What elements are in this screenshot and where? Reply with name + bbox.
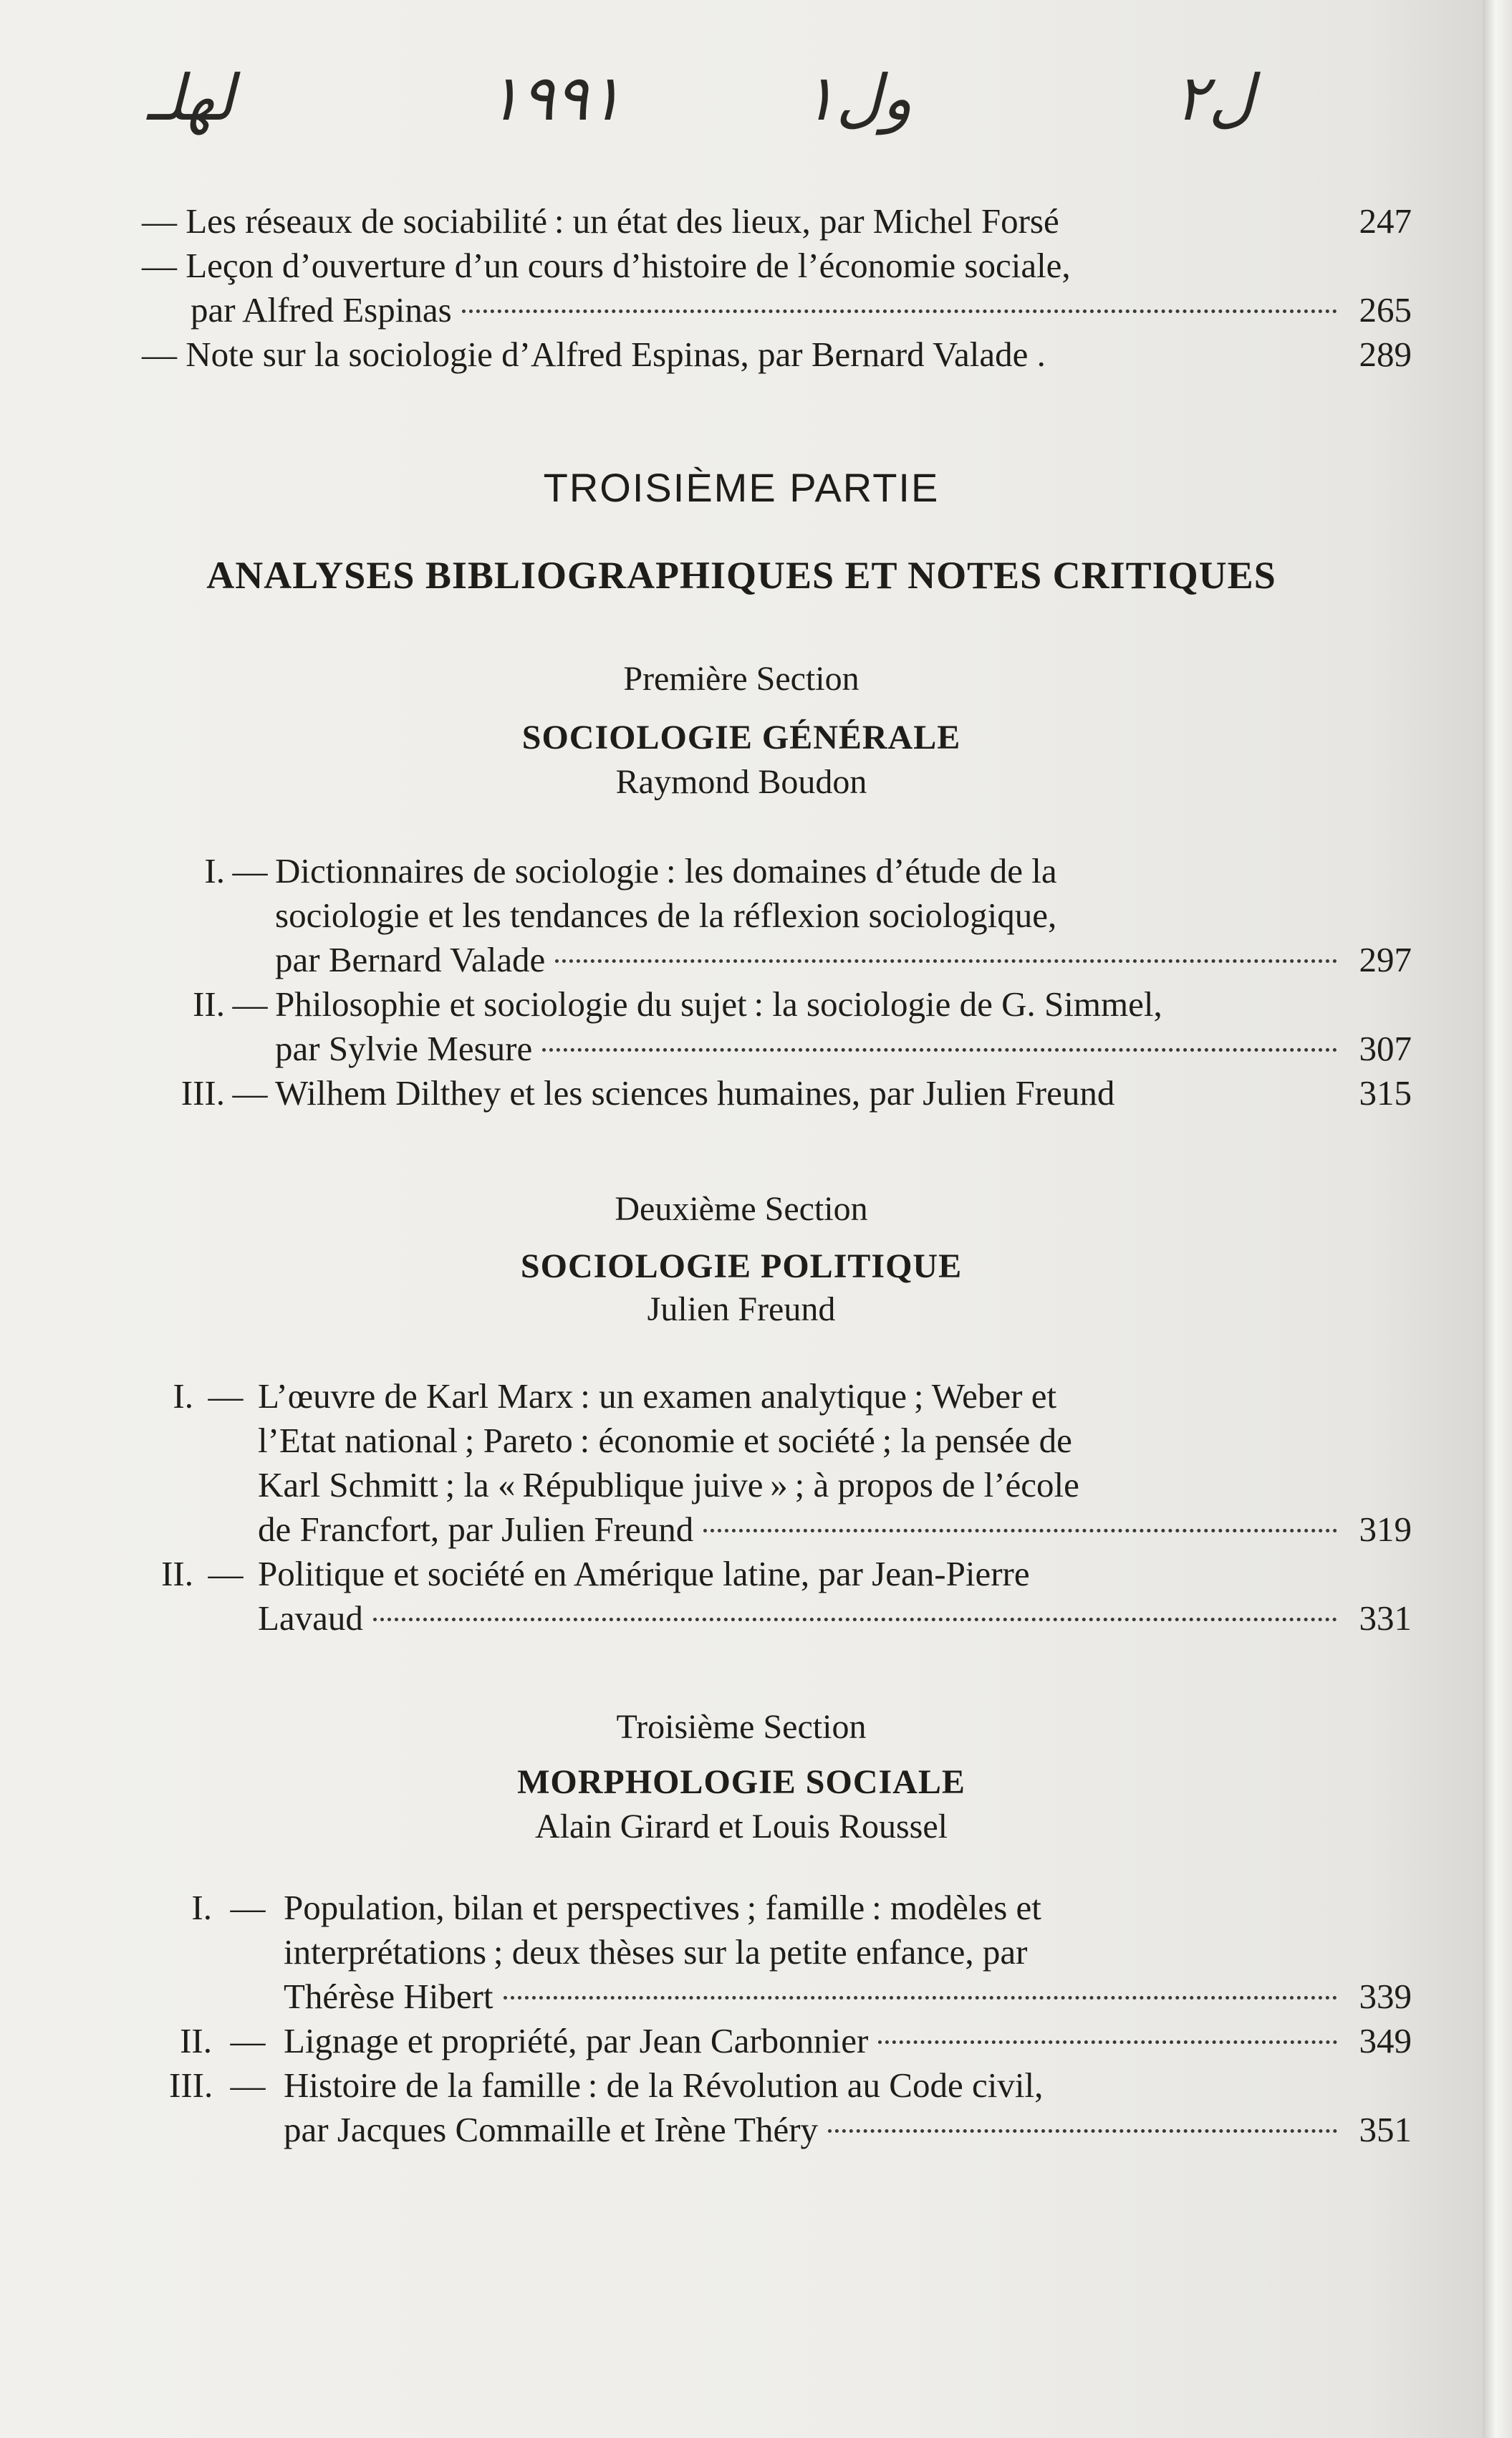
entry-text: Philosophie et sociologie du sujet : la sociologie de G. Simmel, <box>275 984 1162 1024</box>
entry-text: Dictionnaires de sociologie : les domaines d’étude de la <box>275 851 1057 891</box>
entry-text: — Note sur la sociologie d’Alfred Espinas, par Bernard Valade . <box>142 335 1046 374</box>
entry-numeral: I. <box>173 1376 193 1416</box>
entry-dash: — <box>230 2065 266 2105</box>
part-subtitle: ANALYSES BIBLIOGRAPHIQUES ET NOTES CRITIQUES <box>206 554 1276 597</box>
entry-text: Histoire de la famille : de la Révolution au Code civil, <box>284 2065 1044 2105</box>
toc-line <box>165 1071 1412 1115</box>
entry-dash: — <box>230 1888 266 1927</box>
dot-leader <box>878 2012 1337 2044</box>
entry-dash: — <box>232 984 268 1024</box>
toc-line <box>191 288 1412 332</box>
entry-numeral: I. <box>191 1888 212 1927</box>
section-title: MORPHOLOGIE SOCIALE <box>517 1763 966 1801</box>
page-number: 351 <box>1359 2110 1412 2149</box>
entry-text: par Jacques Commaille et Irène Théry <box>284 2110 819 2149</box>
page-number: 265 <box>1359 290 1412 330</box>
dot-leader <box>462 281 1337 313</box>
handwritten-mark-3: ول١ <box>802 61 913 135</box>
section-title: SOCIOLOGIE GÉNÉRALE <box>521 719 961 757</box>
entry-text: par Bernard Valade <box>275 940 546 979</box>
section-label: Troisième Section <box>616 1708 867 1746</box>
section-entries <box>0 849 1483 1115</box>
entry-text: Wilhem Dilthey et les sciences humaines, par Julien Freund <box>275 1073 1115 1113</box>
entry-dash: — <box>232 1073 268 1113</box>
toc-line <box>258 1596 1412 1641</box>
section-label: Deuxième Section <box>615 1190 868 1228</box>
entry-text: Karl Schmitt ; la « République juive » ; à propos de l’école <box>258 1465 1079 1504</box>
entry-text: Lavaud <box>258 1598 363 1638</box>
entry-text: par Sylvie Mesure <box>275 1029 533 1068</box>
page-number: 247 <box>1359 201 1412 241</box>
entry-text: L’œuvre de Karl Marx : un examen analytique ; Weber et <box>258 1376 1057 1416</box>
toc-line <box>275 1027 1412 1071</box>
page-number: 339 <box>1359 1977 1412 2016</box>
handwritten-mark-1: لهلـ <box>147 61 235 135</box>
entry-numeral: II. <box>161 1554 193 1593</box>
handwritten-mark-2: ١٩٩١ <box>487 61 623 135</box>
entry-text: de Francfort, par Julien Freund <box>258 1510 694 1549</box>
entry-text: sociologie et les tendances de la réflexion sociologique, <box>275 896 1057 935</box>
toc-line <box>169 2019 1412 2063</box>
entry-text: Population, bilan et perspectives ; famille : modèles et <box>284 1888 1041 1927</box>
entry-numeral: I. <box>204 851 225 891</box>
toc-line <box>165 849 1412 893</box>
entry-text: par Alfred Espinas <box>191 290 452 330</box>
entry-numeral: II. <box>193 984 225 1024</box>
entry-text: interprétations ; deux thèses sur la petite enfance, par <box>284 1932 1028 1972</box>
entry-numeral: II. <box>180 2021 212 2060</box>
page-number: 297 <box>1359 940 1412 979</box>
dot-leader <box>504 1967 1338 2000</box>
page-number: 319 <box>1359 1510 1412 1549</box>
toc-line <box>258 1419 1412 1463</box>
entry-text: Politique et société en Amérique latine, par Jean-Pierre <box>258 1554 1030 1593</box>
toc-line <box>258 1507 1412 1552</box>
dot-leader <box>542 1019 1337 1052</box>
page-number: 331 <box>1359 1598 1412 1638</box>
entry-text: Thérèse Hibert <box>284 1977 493 2016</box>
page-number: 289 <box>1359 335 1412 374</box>
toc-line <box>284 2108 1412 2152</box>
entry-dash: — <box>208 1554 244 1593</box>
entry-text: Lignage et propriété, par Jean Carbonnier <box>284 2021 869 2060</box>
page-number: 349 <box>1359 2021 1412 2060</box>
toc-line <box>142 199 1412 244</box>
section-editor: Julien Freund <box>647 1290 836 1328</box>
toc-line <box>142 332 1412 377</box>
toc-line <box>169 1886 1412 1930</box>
page-edge <box>1483 0 1512 2438</box>
section-editor: Alain Girard et Louis Roussel <box>535 1808 948 1846</box>
dot-leader <box>373 1589 1337 1621</box>
entry-dash: — <box>232 851 268 891</box>
section-editor: Raymond Boudon <box>615 763 867 801</box>
toc-line <box>275 938 1412 982</box>
entry-numeral: III. <box>169 2065 213 2105</box>
dot-leader <box>828 2101 1337 2133</box>
intro-entries <box>0 199 1483 377</box>
section-label: Première Section <box>623 660 859 698</box>
entry-text: — Les réseaux de sociabilité : un état des lieux, par Michel Forsé <box>142 201 1059 241</box>
entry-dash: — <box>208 1376 244 1416</box>
page-number: 307 <box>1359 1029 1412 1068</box>
dot-leader <box>555 931 1337 963</box>
handwritten-mark-4: ل٢ <box>1175 61 1255 135</box>
entry-text: — Leçon d’ouverture d’un cours d’histoire de l’économie sociale, <box>142 246 1071 285</box>
entry-dash: — <box>230 2021 266 2060</box>
section-title: SOCIOLOGIE POLITIQUE <box>520 1247 963 1285</box>
entry-text: l’Etat national ; Pareto : économie et société ; la pensée de <box>258 1421 1072 1460</box>
section-entries <box>0 1886 1483 2152</box>
dot-leader <box>703 1500 1337 1532</box>
page-number: 315 <box>1359 1073 1412 1113</box>
entry-numeral: III. <box>180 1073 225 1113</box>
section-entries <box>0 1374 1483 1641</box>
part-title: TROISIÈME PARTIE <box>543 465 940 510</box>
toc-line <box>150 1374 1412 1419</box>
